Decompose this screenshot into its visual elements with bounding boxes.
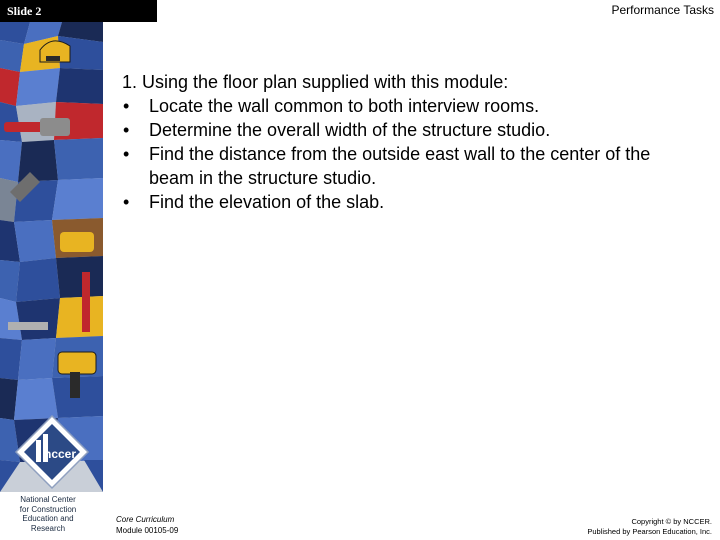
module-number: Module 00105-09	[116, 526, 179, 535]
bullet-icon: •	[123, 96, 130, 116]
nccer-logo	[14, 414, 90, 490]
publisher-text: Published by Pearson Education, Inc.	[587, 527, 712, 536]
bullet-icon: •	[123, 144, 130, 164]
task-item	[122, 118, 697, 142]
task-text: Determine the overall width of the structure studio.	[149, 120, 551, 140]
copyright-text: Copyright © by NCCER.	[631, 517, 712, 526]
task-list	[122, 94, 697, 214]
org-name-line: for Construction	[19, 504, 77, 514]
footer-module-info	[116, 514, 178, 536]
bullet-icon: •	[123, 120, 130, 140]
task-item	[122, 94, 697, 118]
task-text: Find the elevation of the slab.	[149, 192, 385, 212]
footer-copyright	[587, 517, 712, 537]
organization-name	[7, 495, 89, 533]
task-intro: 1. Using the floor plan supplied with this module:	[122, 72, 509, 92]
curriculum-name: Core Curriculum	[116, 515, 175, 524]
task-text: Locate the wall common to both interview rooms.	[149, 96, 540, 116]
slide-number-label: Slide 2	[0, 0, 157, 22]
task-item	[122, 142, 697, 190]
decorative-mosaic-panel	[0, 22, 103, 540]
slide-body	[122, 70, 697, 214]
slide-title: Performance Tasks	[611, 3, 714, 17]
org-name-line: Education and	[22, 514, 74, 523]
task-item	[122, 190, 697, 214]
org-name-line: National Center	[20, 495, 76, 504]
org-name-line: Research	[30, 523, 66, 533]
bullet-icon: •	[123, 192, 130, 212]
logo-wordmark: nccer	[43, 447, 77, 461]
task-text: Find the distance from the outside east wall to the center of the beam in the structure studio.	[149, 144, 651, 188]
